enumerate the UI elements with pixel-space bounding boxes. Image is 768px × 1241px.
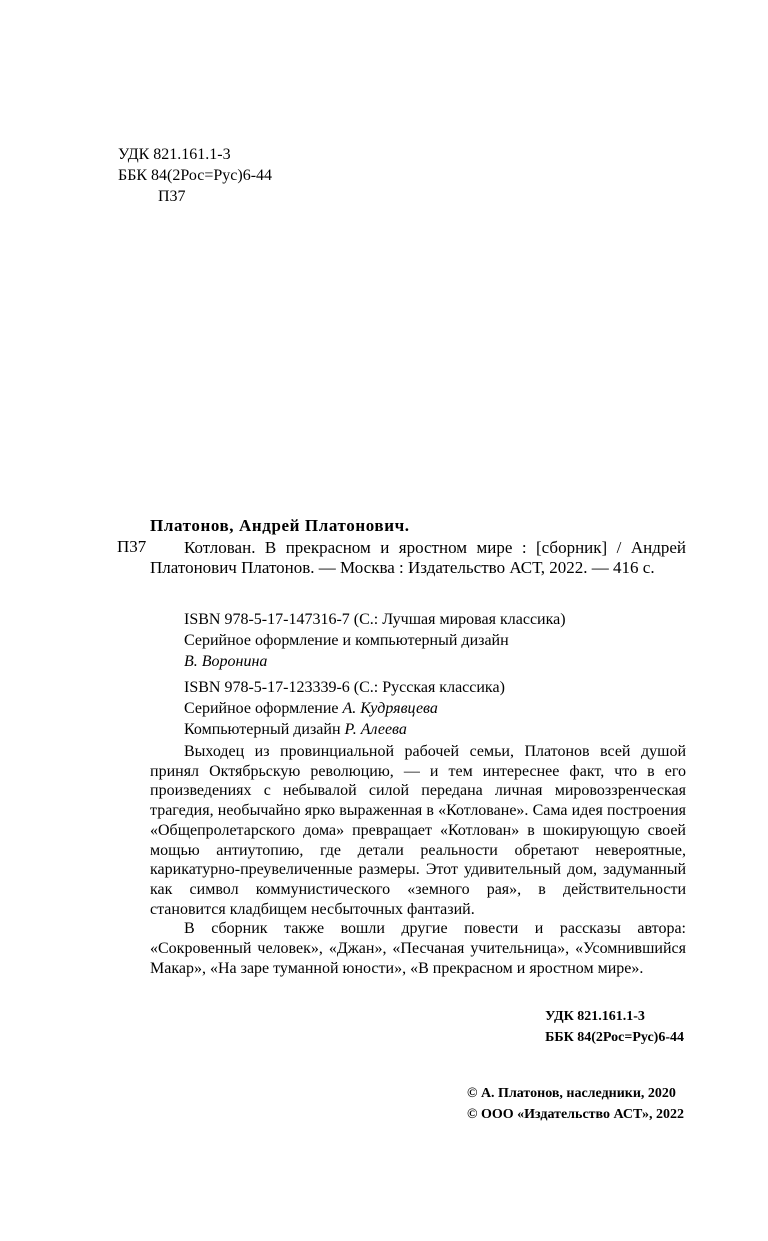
- series-design-credit: [184, 698, 684, 719]
- isbn-block-2: [184, 677, 684, 740]
- computer-design-credit: [184, 719, 684, 740]
- isbn-1: ISBN 978-5-17-147316-7 (С.: Лучшая мировая классика): [184, 611, 566, 628]
- series-designer-name: А. Кудрявцева: [342, 700, 438, 717]
- bbk-code: ББК 84(2Рос=Рус)6-44: [118, 167, 273, 184]
- annotation-paragraph-2: В сборник также вошли другие повести и рассказы автора: «Сокровенный человек», «Джан», «Песчаная учительница», «Усомнившийся Макар», «На заре туманной юности», «В прекрасном и яростном мире».: [150, 920, 686, 977]
- computer-designer-name: Р. Алеева: [344, 721, 407, 738]
- designer-name: В. Воронина: [184, 653, 268, 670]
- copyright-notice: [467, 1083, 684, 1125]
- bibliographic-text: Котлован. В прекрасном и яростном мире : [сборник] / Андрей Платонович Платонов. — Москва : Издательство АСТ, 2022. — 416 с.: [150, 538, 686, 577]
- isbn-2: ISBN 978-5-17-123339-6 (С.: Русская классика): [184, 679, 505, 696]
- author-mark-code: П37: [158, 188, 186, 205]
- bibliographic-description: [150, 538, 686, 578]
- author-heading: Платонов, Андрей Платонович.: [150, 516, 410, 535]
- udk-code: УДК 821.161.1-3: [118, 146, 231, 163]
- author-mark: П37: [117, 537, 147, 556]
- udk-code-bottom: УДК 821.161.1-3: [545, 1009, 645, 1024]
- design-credit-line: Серийное оформление и компьютерный дизайн: [184, 632, 509, 649]
- series-design-label: Серийное оформление: [184, 700, 343, 717]
- bbk-code-bottom: ББК 84(2Рос=Рус)6-44: [545, 1030, 684, 1045]
- computer-design-label: Компьютерный дизайн: [184, 721, 345, 738]
- annotation: [150, 742, 686, 978]
- isbn-block-1: [184, 609, 684, 672]
- classification-codes-bottom: [545, 1006, 684, 1048]
- copyright-line-1: © А. Платонов, наследники, 2020: [466, 1086, 676, 1101]
- annotation-paragraph-1: Выходец из провинциальной рабочей семьи, Платонов всей душой принял Октябрьскую революцию, — и тем интереснее факт, что в его произведениях с небывалой силой передана личная мировоззренческая трагедия, необычайно ярко выраженная в «Котловане». Сама идея построения «Общепролетарского дома» превращает «Котлован» в шокирующую своей мощью антиутопию, где детали реальности обретают невероятные, карикатурно-преувеличенные размеры. Этот удивительный дом, задуманный как символ коммунистического «земного рая», в действительности становится кладбищем несбыточных фантазий.: [150, 743, 686, 918]
- copyright-line-2: © ООО «Издательство АСТ», 2022: [466, 1107, 684, 1122]
- classification-codes-top: [118, 144, 272, 207]
